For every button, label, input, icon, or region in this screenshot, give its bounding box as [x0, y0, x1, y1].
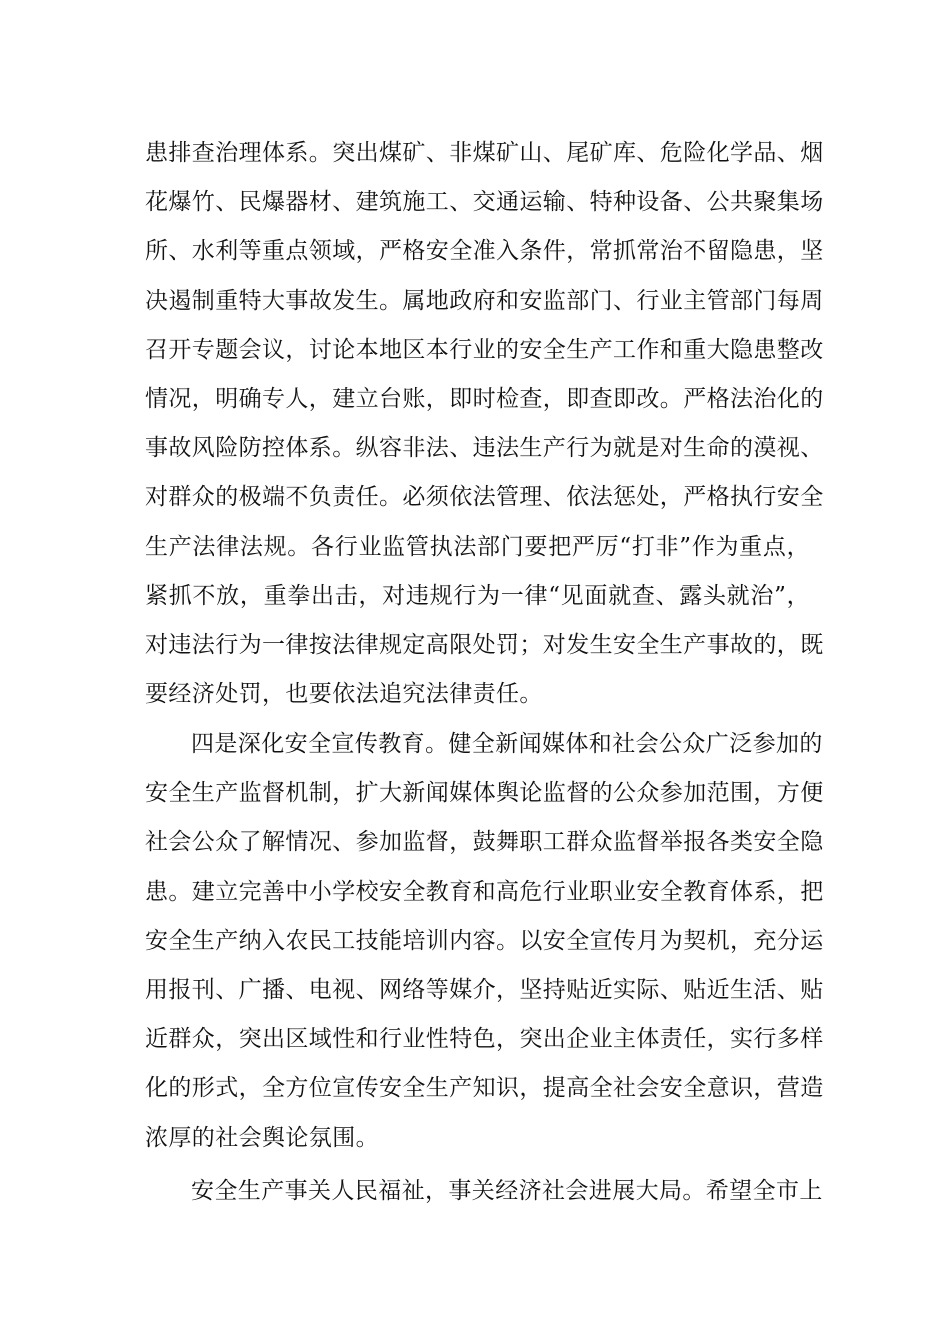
text-line: 用报刊、广播、电视、网络等媒介，坚持贴近实际、贴近生活、贴	[145, 976, 824, 1003]
text-line: 安全生产事关人民福祉，事关经济社会进展大局。希望全市上	[191, 1178, 823, 1204]
text-line: 生产法律法规。各行业监管执法部门要把严厉“打非”作为重点，	[145, 533, 810, 560]
text-line: 四是深化安全宣传教育。健全新闻媒体和社会公众广泛参加的	[191, 731, 823, 757]
text-line: 患排查治理体系。突出煤矿、非煤矿山、尾矿库、危险化学品、烟	[145, 140, 824, 166]
text-line: 安全生产纳入农民工技能培训内容。以安全宣传月为契机，充分运	[145, 927, 824, 954]
paragraph-2	[145, 720, 824, 1163]
text-line: 安全生产监督机制，扩大新闻媒体舆论监督的公众参加范围，方便	[145, 780, 824, 807]
text-line: 社会公众了解情况、参加监督，鼓舞职工群众监督举报各类安全隐	[145, 829, 824, 856]
text-line: 要经济处罚，也要依法追究法律责任。	[145, 681, 543, 708]
paragraph-1	[145, 129, 824, 719]
text-line: 所、水利等重点领域，严格安全准入条件，常抓常治不留隐患，坚	[145, 238, 824, 265]
text-line: 对群众的极端不负责任。必须依法管理、依法惩处，严格执行安全	[145, 484, 824, 511]
text-line: 患。建立完善中小学校安全教育和高危行业职业安全教育体系，把	[145, 878, 824, 905]
text-line: 浓厚的社会舆论氛围。	[145, 1124, 379, 1151]
text-line: 花爆竹、民爆器材、建筑施工、交通运输、特种设备、公共聚集场	[145, 189, 824, 216]
text-line: 化的形式，全方位宣传安全生产知识，提高全社会安全意识，营造	[145, 1075, 824, 1102]
text-line: 情况，明确专人，建立台账，即时检查，即查即改。严格法治化的	[145, 385, 824, 412]
paragraph-3	[145, 1167, 823, 1216]
text-line: 对违法行为一律按法律规定高限处罚；对发生安全生产事故的，既	[145, 631, 824, 658]
text-line: 事故风险防控体系。纵容非法、违法生产行为就是对生命的漠视、	[145, 435, 824, 462]
text-line: 近群众，突出区域性和行业性特色，突出企业主体责任，实行多样	[145, 1026, 824, 1053]
text-line: 决遏制重特大事故发生。属地政府和安监部门、行业主管部门每周	[145, 287, 824, 314]
text-line: 紧抓不放，重拳出击，对违规行为一律“见面就查、露头就治”，	[145, 582, 810, 609]
text-line: 召开专题会议，讨论本地区本行业的安全生产工作和重大隐患整改	[145, 336, 824, 363]
